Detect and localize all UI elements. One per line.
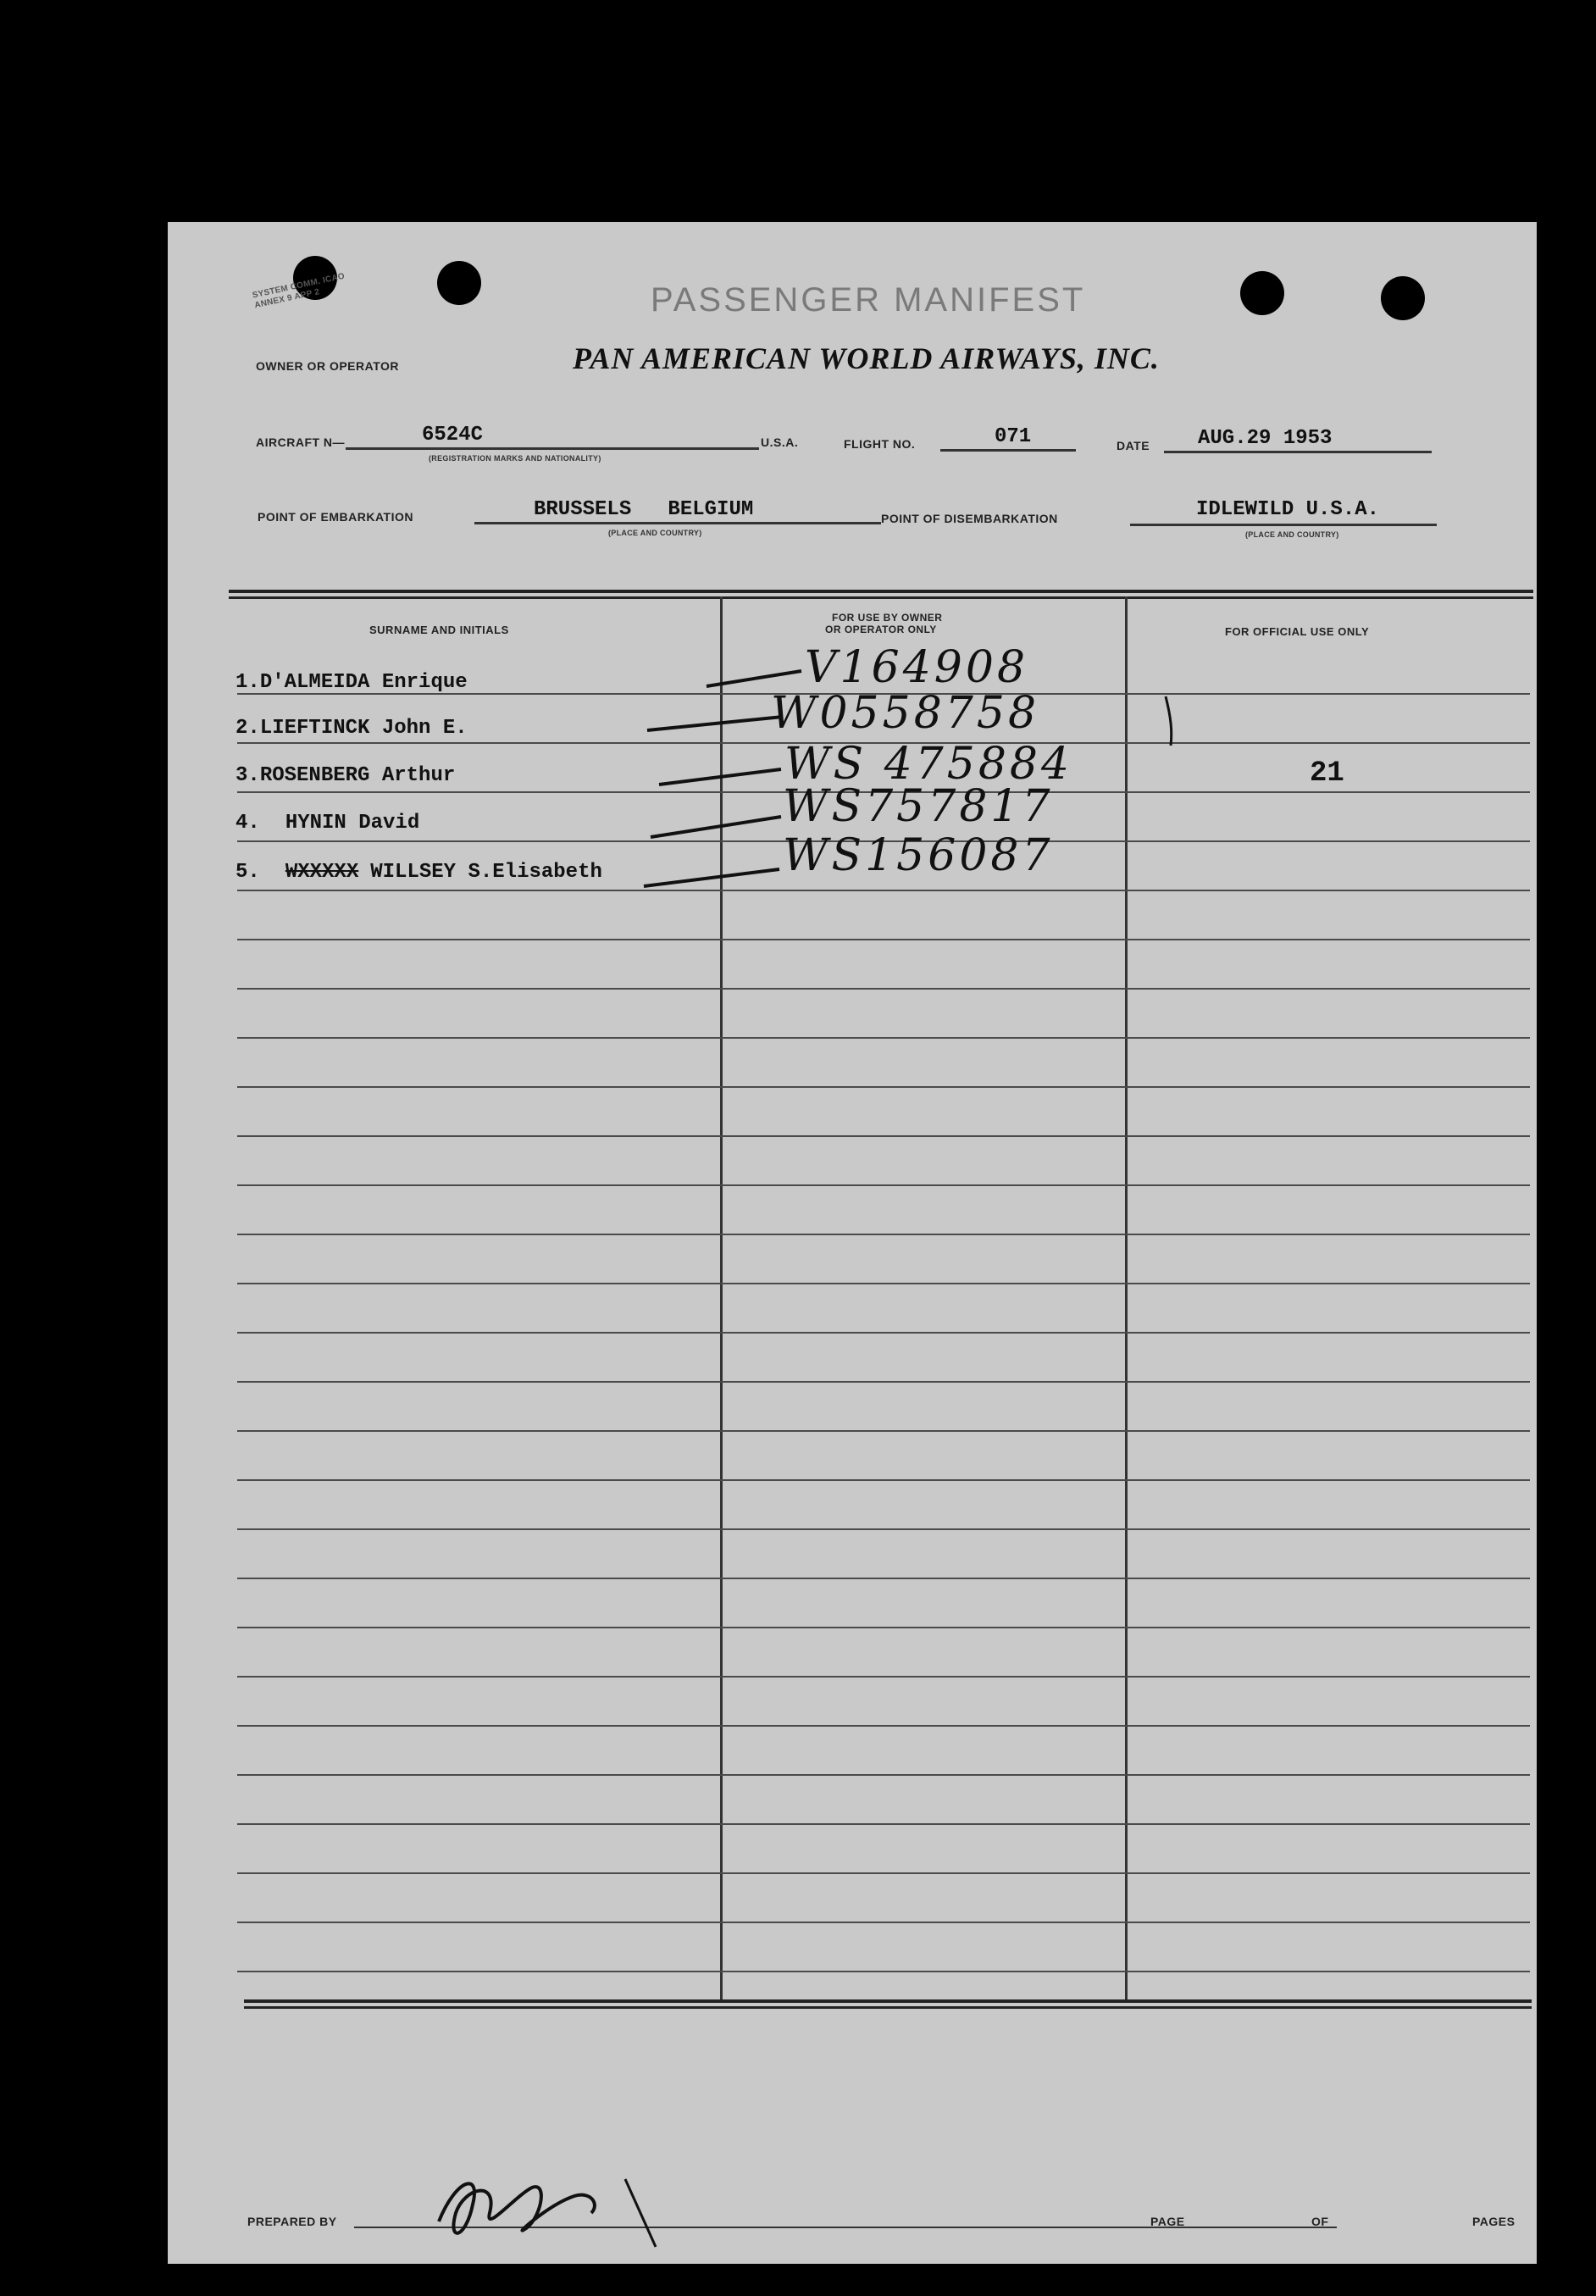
passport-number: W0558758 [771,688,1040,739]
ruled-line [237,988,1530,990]
pages-label: PAGES [1472,2215,1516,2228]
passenger-name: HYNIN David [285,812,420,835]
ruled-line [237,1971,1530,1972]
passport-number: V164908 [805,642,1029,693]
disembark-label: POINT OF DISEMBARKATION [881,512,1058,525]
ruled-line [237,1823,1530,1825]
ruled-line [237,1528,1530,1530]
ruled-line [237,1234,1530,1235]
pen-strokes [168,222,1537,984]
date-value: AUG.29 1953 [1198,427,1333,450]
col-owner-header-line2: OR OPERATOR ONLY [825,624,937,635]
passenger-name: WILLSEY S.Elisabeth [370,861,602,884]
row-number: 5. [236,861,260,884]
ruled-line [237,1430,1530,1432]
ruled-line [237,1381,1530,1383]
ruled-line [237,1676,1530,1678]
disembark-value: IDLEWILD U.S.A. [1196,498,1380,521]
ruled-line [237,1872,1530,1874]
owner-label: OWNER OR OPERATOR [256,359,399,373]
row-number: 4. [236,812,260,835]
ruled-line [237,1184,1530,1186]
prepared-by-label: PREPARED BY [247,2215,337,2228]
passport-number: WS 475884 [784,739,1073,790]
ruled-line [237,1922,1530,1923]
ruled-line [237,1479,1530,1481]
form-title: PASSENGER MANIFEST [651,281,1086,319]
passenger-name: LIEFTINCK John E. [259,717,468,740]
owner-value: PAN AMERICAN WORLD AIRWAYS, INC. [573,341,1160,375]
ruled-line [237,1332,1530,1334]
row-number: 2. [236,717,260,740]
passenger-name: ROSENBERG Arthur [259,764,456,787]
ruled-line [237,1725,1530,1727]
aircraft-label: AIRCRAFT N— [256,435,346,449]
footer-rule [244,2006,1532,2009]
embark-label: POINT OF EMBARKATION [258,510,413,524]
registration-note: (REGISTRATION MARKS AND NATIONALITY) [429,454,601,463]
passport-number: WS757817 [783,781,1054,832]
row-number: 1. [236,671,260,694]
ruled-line [237,1135,1530,1137]
official-mark: 21 [1310,757,1344,790]
struck-text: WXXXXX [285,861,359,884]
disembark-note: (PLACE AND COUNTRY) [1245,530,1339,539]
passport-number: WS156087 [783,830,1054,881]
manifest-page [168,222,1537,2264]
of-label: OF [1311,2215,1329,2228]
row-number: 3. [236,764,260,787]
footer-rule [244,1999,1532,2003]
ruled-line [237,1086,1530,1088]
ruled-line [237,1037,1530,1039]
signature [422,2162,659,2255]
ruled-line [237,1774,1530,1776]
flight-label: FLIGHT NO. [844,437,916,451]
aircraft-value: 6524C [422,424,484,446]
flight-value: 071 [995,425,1032,448]
date-label: DATE [1117,439,1150,452]
embark-note: (PLACE AND COUNTRY) [608,529,702,537]
ruled-line [237,1578,1530,1579]
page-label: PAGE [1150,2215,1185,2228]
ruled-line [237,1283,1530,1284]
embark-value: BRUSSELS BELGIUM [534,498,754,521]
corner-stamp: SYSTEM COMM. ICAO ANNEX 9 APP 2 [251,271,346,311]
col-official-header: FOR OFFICIAL USE ONLY [1225,625,1370,638]
nationality: U.S.A. [761,435,799,449]
passenger-name: D'ALMEIDA Enrique [259,671,468,694]
ruled-line [237,1627,1530,1628]
col-owner-header-line1: FOR USE BY OWNER [832,612,943,624]
col-surname-header: SURNAME AND INITIALS [369,624,509,636]
